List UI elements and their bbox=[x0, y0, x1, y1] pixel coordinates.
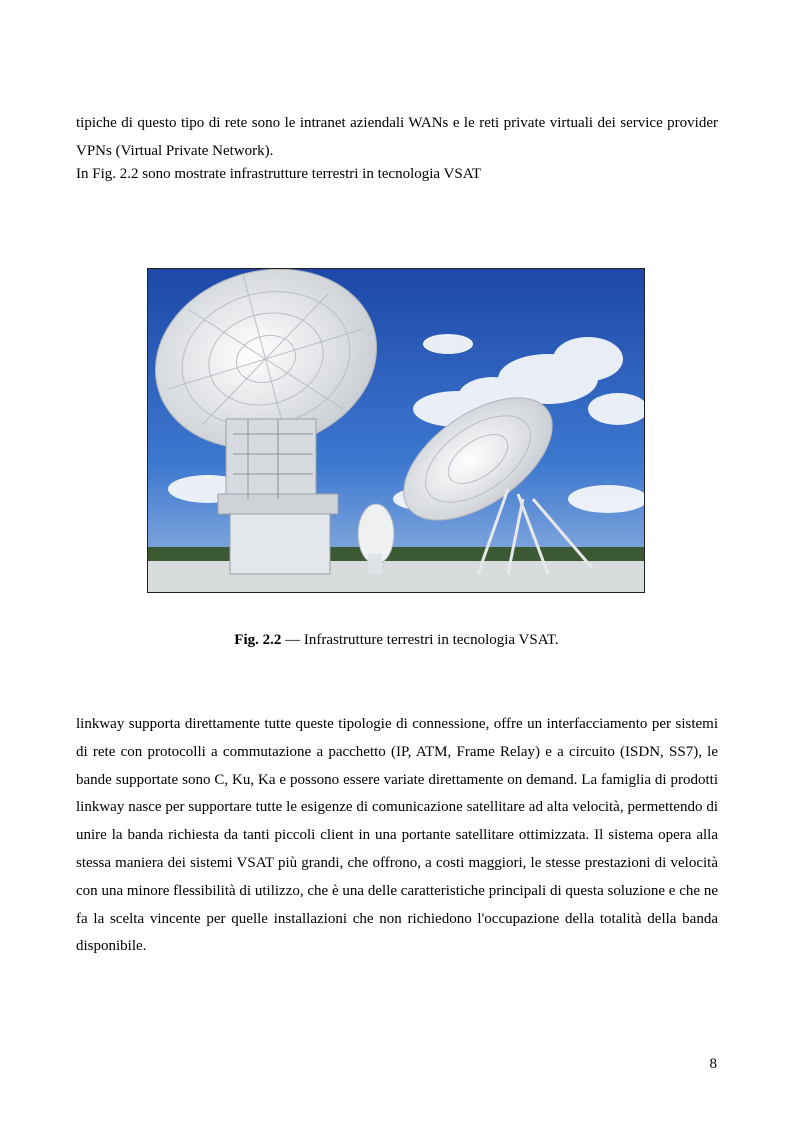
figure-caption-text: Infrastrutture terrestri in tecnologia VSAT. bbox=[303, 632, 559, 648]
page-number: 8 bbox=[709, 1056, 717, 1072]
paragraph-figure-reference: In Fig. 2.2 sono mostrate infrastrutture terrestri in tecnologia VSAT bbox=[76, 166, 482, 182]
ground bbox=[148, 561, 644, 592]
paragraph-linkway: linkway supporta direttamente tutte queste tipologie di connessione, offre un interfacciamento per sistemi di rete con protocolli a commutazione a pacchetto (IP, ATM, Frame Relay) e a circuito (ISDN, SS7), le bande supportate sono C, Ku, Ka e possono essere variate direttamente on demand. La famiglia di prodotti linkway nasce per supportare tutte le esigenze di comunicazione satellitare ad alta velocità, permettendo di unire la banda richiesta da tanti piccoli client in una portante satellitare ottimizzata. Il sistema opera alla stessa maniera dei sistemi VSAT più grandi, che offrono, a costi maggiori, le stesse prestazioni di velocità con una minore flessibilità di utilizzo, che è una delle caratteristiche principali di questa soluzione e che ne fa la scelta vincente per quelle installazioni che non richiedono l'occupazione della totalità della banda disponibile. bbox=[76, 716, 718, 955]
paragraph-intro: tipiche di questo tipo di rete sono le intranet aziendali WANs e le reti private virtuali dei service provider VPNs (Virtual Private Network). bbox=[76, 115, 718, 159]
figure-caption bbox=[0, 632, 793, 649]
tree-line bbox=[148, 547, 644, 561]
satellite-dishes-photo bbox=[148, 269, 644, 592]
figure-vsat-antennas bbox=[147, 268, 645, 593]
figure-dash: — bbox=[285, 632, 301, 648]
figure-label: Fig. 2.2 bbox=[234, 632, 282, 648]
